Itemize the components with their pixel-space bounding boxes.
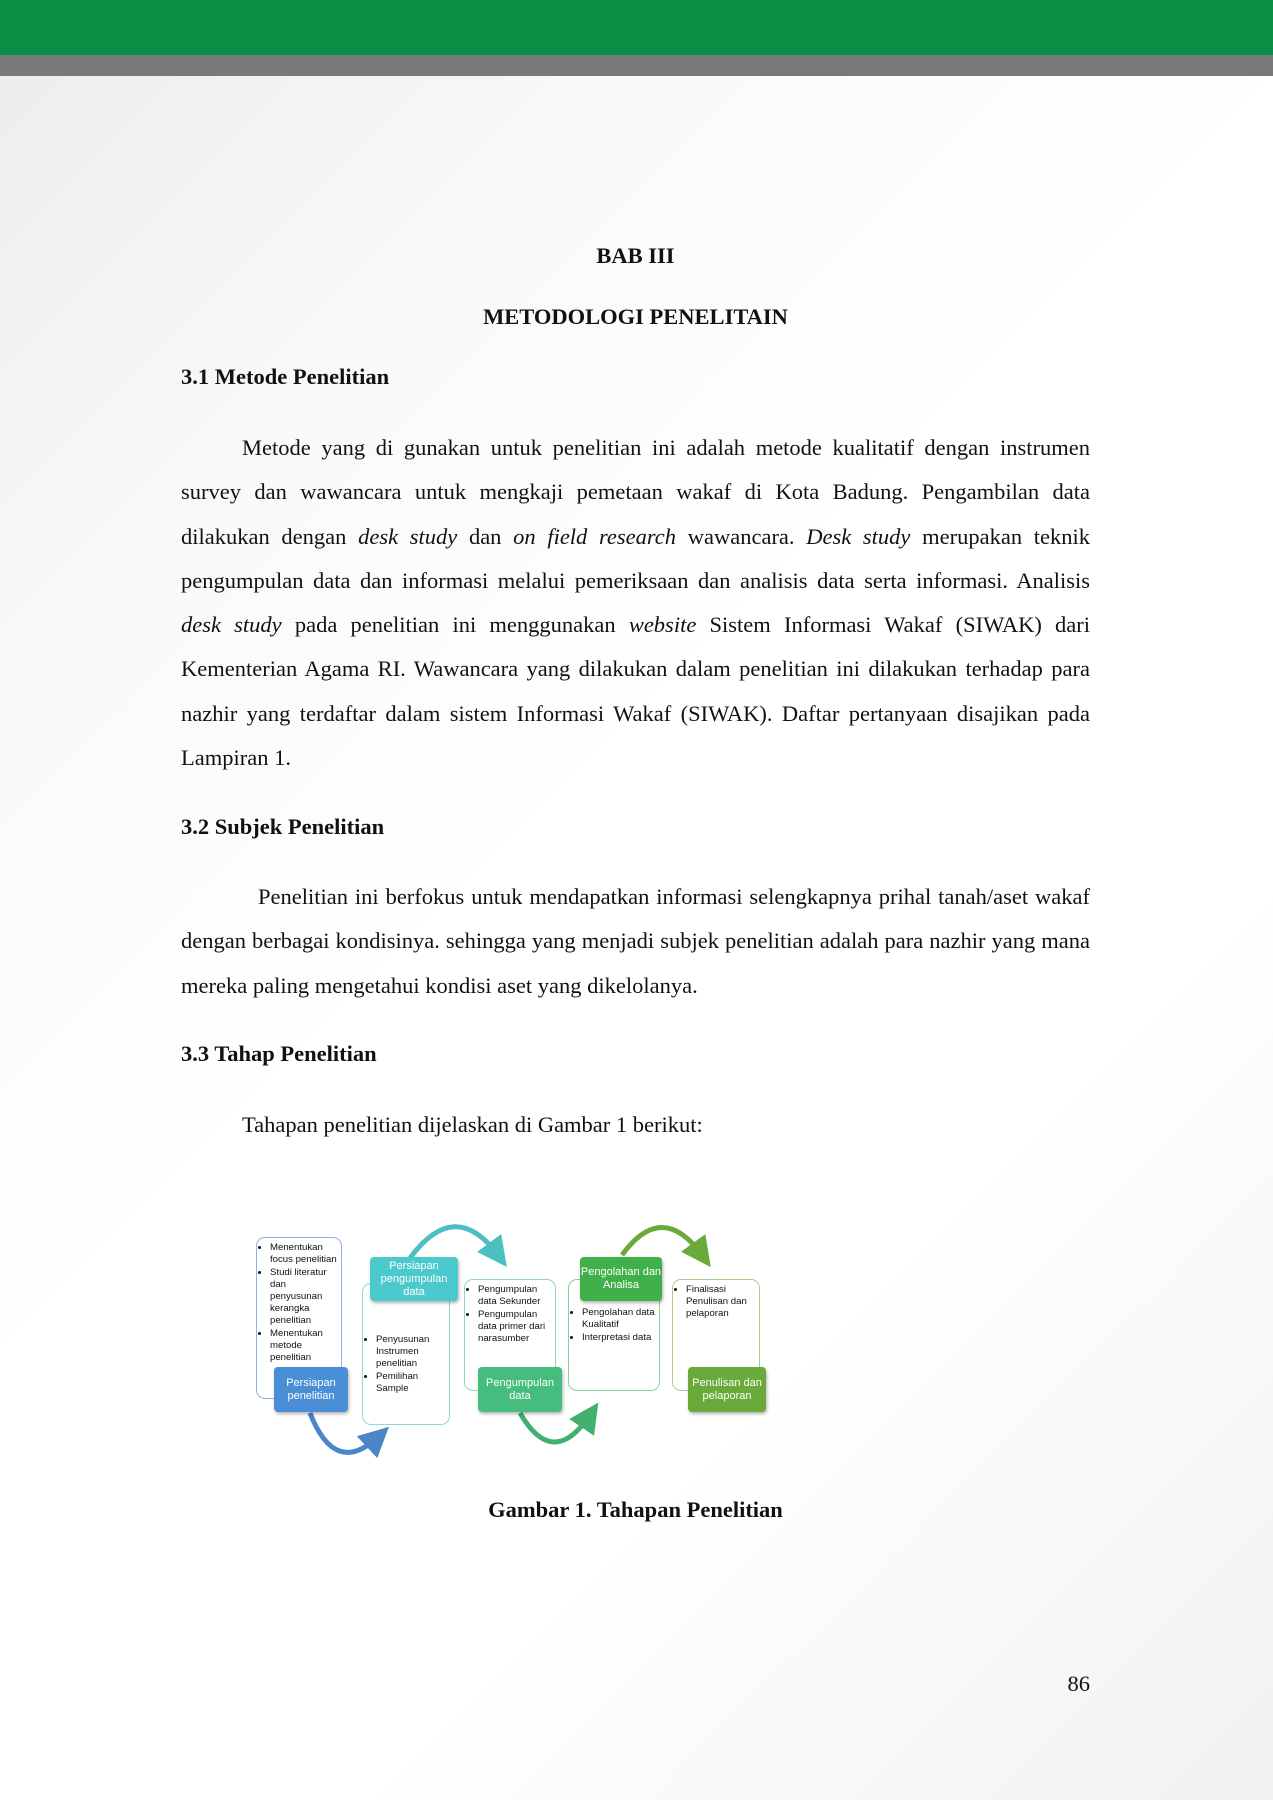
step-5-details: • Finalisasi Penulisan dan pelaporan	[672, 1279, 760, 1391]
research-stages-diagram	[250, 1215, 1050, 1485]
section-paragraph: Metode yang di gunakan untuk penelitian ini adalah metode kualitatif dengan instrumen survey dan wawancara untuk mengkaji pemetaan wakaf di Kota Badung. Pengambilan data dilakukan dengan desk study dan on field research wawancara. Desk study merupakan teknik pengumpulan data dan informasi melalui pemeriksaan dan analisis data serta informasi. Analisis desk study pada penelitian ini menggunakan website Sistem Informasi Wakaf (SIWAK) dari Kementerian Agama RI. Wawancara yang dilakukan dalam penelitian ini dilakukan terhadap para nazhir yang terdaftar dalam sistem Informasi Wakaf (SIWAK). Daftar pertanyaan disajikan pada Lampiran 1.	[181, 435, 1090, 771]
step-3-details: • Pengumpulan data Sekunder • Pengumpulan data primer dari narasumber	[464, 1279, 556, 1391]
arrow-2	[410, 1227, 498, 1258]
section-heading: 3.1 Metode Penelitian	[181, 364, 390, 389]
page-number: 86	[1067, 1671, 1090, 1696]
step-5-label: Penulisan dan pelaporan	[688, 1367, 766, 1412]
section-paragraph: Penelitian ini berfokus untuk mendapatkan informasi selengkapnya prihal tanah/aset wakaf dengan berbagai kondisinya. sehingga yang menjadi subjek penelitian adalah para nazhir yang mana mereka paling mengetahui kondisi aset yang dikelolanya.	[181, 884, 1090, 998]
header-green-bar	[0, 0, 1273, 55]
chapter-label: BAB III	[596, 243, 675, 268]
chapter-title: METODOLOGI PENELITAIN	[483, 304, 788, 329]
section-heading: 3.3 Tahap Penelitian	[181, 1041, 377, 1066]
step-4-label: Pengolahan dan Analisa	[580, 1257, 662, 1301]
arrow-3	[520, 1413, 590, 1442]
section-heading: 3.2 Subjek Penelitian	[181, 814, 385, 839]
step-2-label: Persiapan pengumpulan data	[370, 1257, 458, 1301]
header-gray-bar	[0, 55, 1273, 76]
figure-caption: Gambar 1. Tahapan Penelitian	[488, 1497, 783, 1522]
arrow-4	[622, 1228, 702, 1256]
step-4-details: • Pengolahan data Kualitatif • Interpretasi data	[568, 1279, 660, 1391]
step-1-details: • Menentukan focus penelitian • Studi literatur dan penyusunan kerangka penelitian • Menentukan metode penelitian	[256, 1237, 342, 1399]
section-paragraph: Tahapan penelitian dijelaskan di Gambar 1 berikut:	[242, 1112, 703, 1137]
step-1-label: Persiapan penelitian	[274, 1367, 348, 1412]
step-3-label: Pengumpulan data	[478, 1367, 562, 1412]
step-2-details: • Penyusunan Instrumen penelitian • Pemilihan Sample	[362, 1283, 450, 1425]
